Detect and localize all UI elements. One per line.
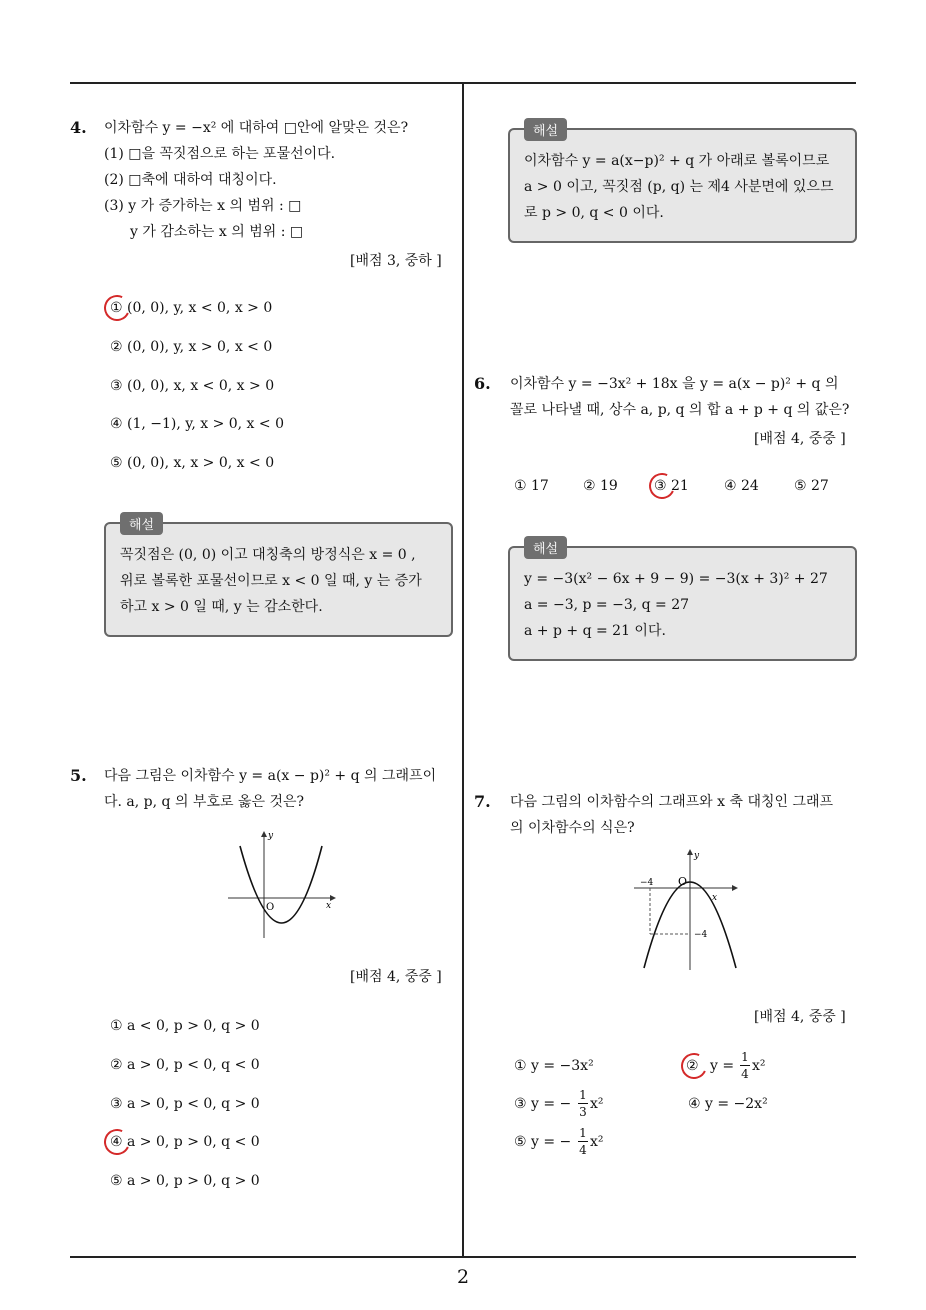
question-4-condition-2: (2) □축에 대하여 대칭이다. [104, 172, 277, 188]
question-5-score: [배점 4, 중중 ] [350, 969, 442, 985]
origin-label: O [266, 902, 275, 913]
q7-choice-4[interactable]: ④ y = −2x² [688, 1096, 768, 1112]
answer-circle-mark [100, 1125, 133, 1158]
fraction-denominator: 4 [579, 1143, 587, 1157]
x-axis-arrow [732, 885, 738, 891]
q6-choice-1[interactable]: ① 17 [514, 478, 549, 494]
fraction-denominator: 3 [579, 1105, 587, 1119]
y-axis-label: y [694, 851, 700, 861]
q4-choice-4[interactable]: ④ (1, −1), y, x > 0, x < 0 [110, 416, 284, 432]
y-axis-arrow [261, 831, 267, 837]
q5-solution-line-3: 로 p > 0, q < 0 이다. [524, 205, 664, 221]
q4-choice-1[interactable]: ① (0, 0), y, x < 0, x > 0 [110, 300, 273, 316]
q5-choice-3[interactable]: ③ a > 0, p < 0, q > 0 [110, 1096, 260, 1112]
choice-term: x² [752, 1058, 766, 1074]
q4-solution-line-3: 하고 x > 0 일 때, y 는 감소한다. [120, 599, 323, 615]
question-5-stem-1: 다음 그림은 이차함수 y = a(x − p)² + q 의 그래프이 [104, 768, 437, 784]
question-7-stem-1: 다음 그림의 이차함수의 그래프와 x 축 대칭인 그래프 [510, 794, 834, 810]
choice-term: x² [590, 1134, 604, 1150]
origin-label: O [678, 875, 688, 888]
question-4-stem: 이차함수 y = −x² 에 대하여 □안에 알맞은 것은? [104, 120, 409, 136]
x-axis-label: x [326, 901, 332, 911]
choice-number: ② [686, 1058, 699, 1074]
q6-solution-line-2: a = −3, p = −3, q = 27 [524, 597, 690, 613]
q6-solution-line-1: y = −3(x² − 6x + 9 − 9) = −3(x + 3)² + 27 [524, 571, 828, 587]
y-axis-label: y [268, 831, 274, 841]
answer-circle-mark [677, 1049, 710, 1082]
question-7-score: [배점 4, 중중 ] [754, 1009, 846, 1025]
parabola-curve [240, 846, 322, 923]
fraction-numerator: 1 [579, 1126, 587, 1140]
q4-solution-box [104, 518, 453, 637]
q4-choice-2[interactable]: ② (0, 0), y, x > 0, x < 0 [110, 339, 273, 355]
q6-choice-2[interactable]: ② 19 [583, 478, 618, 494]
x-axis-label: x [712, 893, 718, 903]
q4-solution-line-1: 꼭짓점은 (0, 0) 이고 대칭축의 방정식은 x = 0 , [120, 547, 416, 563]
question-7-stem-2: 의 이차함수의 식은? [510, 820, 635, 836]
footer-rule [70, 1256, 856, 1258]
choice-term: x² [590, 1096, 604, 1112]
y-tick-label: −4 [694, 930, 708, 940]
question-6-score: [배점 4, 중중 ] [754, 431, 846, 447]
solution-tag: 해설 [524, 536, 567, 559]
q5-choice-5[interactable]: ⑤ a > 0, p > 0, q > 0 [110, 1173, 260, 1189]
question-4-number: 4. [70, 118, 87, 137]
column-divider [462, 84, 464, 1256]
question-4-score: [배점 3, 중하 ] [350, 253, 442, 269]
q5-solution-line-2: a > 0 이고, 꼭짓점 (p, q) 는 제4 사분면에 있으므 [524, 179, 834, 195]
question-5-stem-2: 다. a, p, q 의 부호로 옳은 것은? [104, 794, 304, 810]
page-number: 2 [456, 1266, 470, 1288]
question-6-number: 6. [474, 374, 491, 393]
fraction-numerator: 1 [579, 1088, 587, 1102]
q4-choice-5[interactable]: ⑤ (0, 0), x, x > 0, x < 0 [110, 455, 275, 471]
q5-choice-4[interactable]: ④ a > 0, p > 0, q < 0 [110, 1134, 260, 1150]
choice-lhs: y = [710, 1058, 735, 1074]
fraction-bar [578, 1141, 588, 1142]
question-6-stem-1: 이차함수 y = −3x² + 18x 을 y = a(x − p)² + q 의 [510, 376, 839, 392]
q7-choice-1[interactable]: ① y = −3x² [514, 1058, 594, 1074]
q5-choice-2[interactable]: ② a > 0, p < 0, q < 0 [110, 1057, 260, 1073]
choice-lhs: ③ y = − [514, 1096, 572, 1112]
answer-circle-mark [645, 469, 678, 502]
q6-choice-5[interactable]: ⑤ 27 [794, 478, 829, 494]
q4-choice-3[interactable]: ③ (0, 0), x, x < 0, x > 0 [110, 378, 275, 394]
question-4-condition-3: (3) y 가 증가하는 x 의 범위 : □ [104, 198, 302, 214]
q7-parabola-graph [630, 846, 742, 972]
question-4-condition-3b: y 가 감소하는 x 의 범위 : □ [130, 224, 304, 240]
q6-choice-3[interactable]: ③ 21 [654, 478, 689, 494]
y-axis-arrow [687, 849, 693, 855]
question-5-number: 5. [70, 766, 87, 785]
solution-tag: 해설 [120, 512, 163, 535]
q5-parabola-graph [222, 826, 342, 942]
x-tick-label: −4 [640, 878, 654, 888]
choice-lhs: ⑤ y = − [514, 1134, 572, 1150]
q5-solution-box [508, 124, 857, 243]
fraction-denominator: 4 [741, 1067, 749, 1081]
fraction-bar [740, 1065, 750, 1066]
q6-solution-line-3: a + p + q = 21 이다. [524, 623, 666, 639]
q6-solution-box [508, 542, 857, 661]
solution-tag: 해설 [524, 118, 567, 141]
answer-circle-mark [100, 291, 133, 324]
question-6-stem-2: 꼴로 나타낼 때, 상수 a, p, q 의 합 a + p + q 의 값은? [510, 402, 850, 418]
question-4-condition-1: (1) □을 꼭짓점으로 하는 포물선이다. [104, 146, 336, 162]
q6-choice-4[interactable]: ④ 24 [724, 478, 759, 494]
fraction-bar [578, 1103, 588, 1104]
q5-choice-1[interactable]: ① a < 0, p > 0, q > 0 [110, 1018, 260, 1034]
question-7-number: 7. [474, 792, 491, 811]
fraction-numerator: 1 [741, 1050, 749, 1064]
q4-solution-line-2: 위로 볼록한 포물선이므로 x < 0 일 때, y 는 증가 [120, 573, 422, 589]
q5-solution-line-1: 이차함수 y = a(x−p)² + q 가 아래로 볼록이므로 [524, 153, 830, 169]
